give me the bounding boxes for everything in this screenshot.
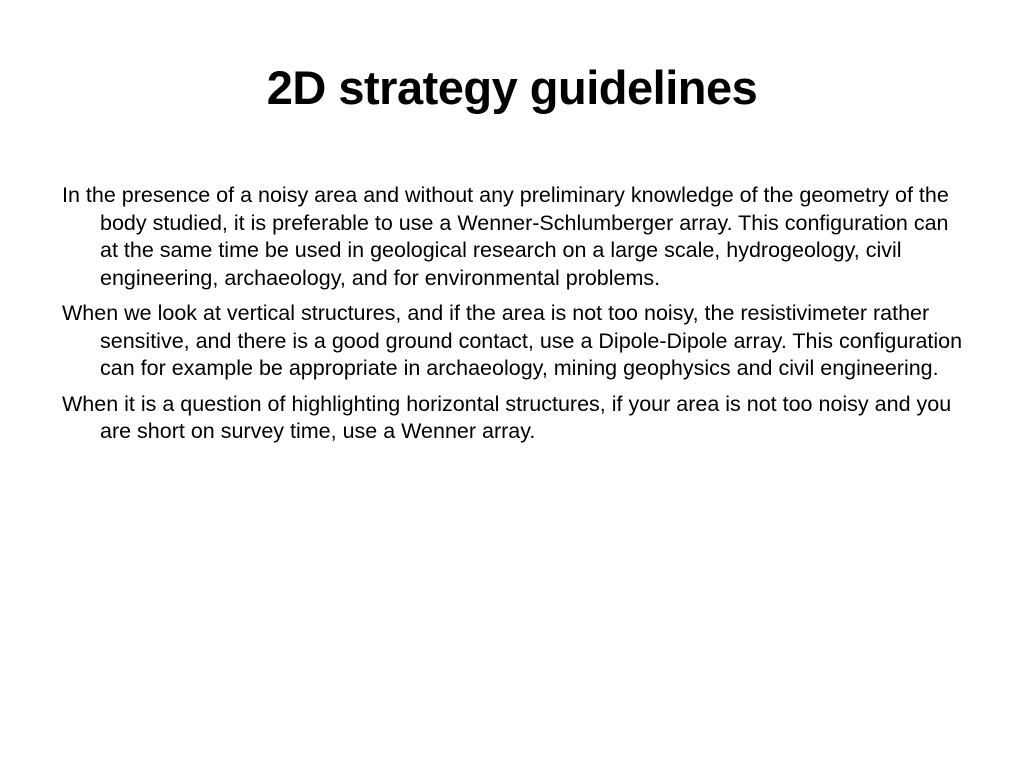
paragraph-wenner-schlumberger: In the presence of a noisy area and without any preliminary knowledge of the geometry of the body studied, it is preferable to use a Wenner-Schlumberger array. This configuration can at the same time be used in geological research on a large scale, hydrogeology, civil engineering, archaeology, and for environmental problems. <box>62 183 949 290</box>
slide-title: 2D strategy guidelines <box>266 61 758 114</box>
paragraph-dipole-dipole: When we look at vertical structures, and if the area is not too noisy, the resistivimeter rather sensitive, and there is a good ground contact, use a Dipole-Dipole array. This configuration can for example be appropriate in archaeology, mining geophysics and civil engineering. <box>62 301 963 380</box>
paragraph-wenner: When it is a question of highlighting horizontal structures, if your area is not too noisy and you are short on survey time, use a Wenner array. <box>62 391 952 443</box>
slide-body <box>62 182 972 454</box>
